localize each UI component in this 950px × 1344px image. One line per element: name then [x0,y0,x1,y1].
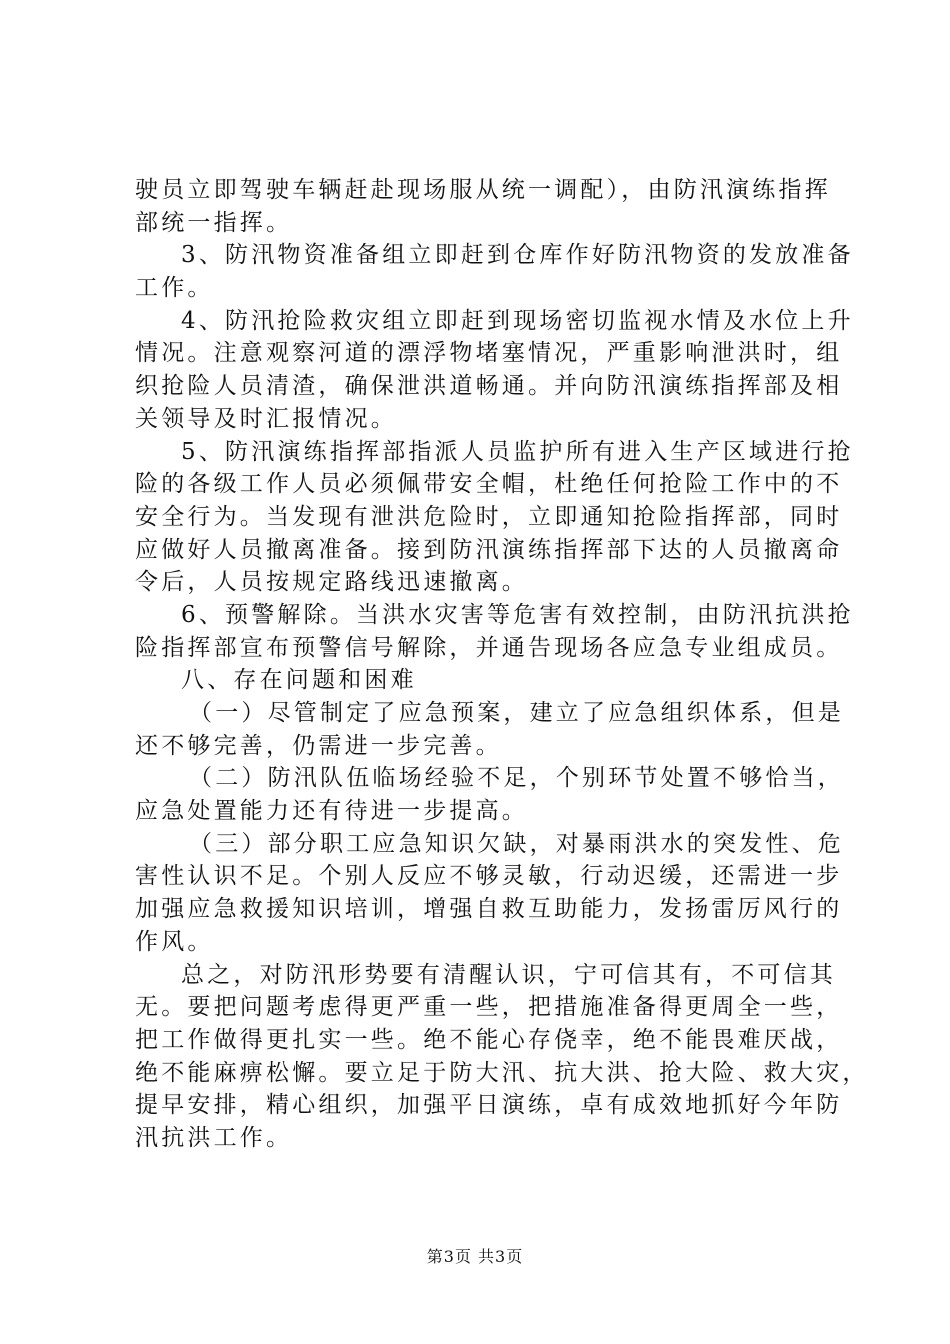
paragraph-start: 6、预警解除。当洪水灾害等危害有效控制，由防汛抗洪抢 [181,601,854,628]
section-heading: 八、存在问题和困难 [181,667,417,694]
text-line: 险的各级工作人员必须佩带安全帽，杜绝任何抢险工作中的不 [135,471,843,498]
text-line: 无。要把问题考虑得更严重一些，把措施准备得更周全一些， [135,994,843,1021]
text-line: 织抢险人员清渣，确保泄洪道畅通。并向防汛演练指挥部及相 [135,373,843,400]
text-line: 把工作做得更扎实一些。绝不能心存侥幸，绝不能畏难厌战， [135,1026,843,1053]
text-line: 安全行为。当发现有泄洪危险时，立即通知抢险指挥部，同时 [135,503,843,530]
text-line: 驶员立即驾驶车辆赶赴现场服从统一调配），由防汛演练指挥 [135,177,831,203]
text-line: 令后，人员按规定路线迅速撤离。 [135,569,528,596]
paragraph-start: 总之，对防汛形势要有清醒认识，宁可信其有，不可信其 [181,961,836,988]
text-line: 作风。 [135,928,214,955]
paragraph-start: 3、防汛物资准备组立即赶到仓库作好防汛物资的发放准备 [181,242,854,269]
text-line: 工作。 [135,275,214,302]
document-body [135,174,869,1155]
paragraph-start: （二）防汛队伍临场经验不足，个别环节处置不够恰当， [189,765,844,792]
text-line: 害性认识不足。个别人反应不够灵敏，行动迟缓，还需进一步 [135,863,843,890]
paragraph-start: （一）尽管制定了应急预案，建立了应急组织体系，但是 [189,700,844,726]
paragraph-start: 4、防汛抢险救灾组立即赶到现场密切监视水情及水位上升 [181,307,854,334]
text-line: 部统一指挥。 [135,209,293,236]
text-line: 应做好人员撤离准备。接到防汛演练指挥部下达的人员撤离命 [135,536,843,563]
text-line: 情况。注意观察河道的漂浮物堵塞情况，严重影响泄洪时，组 [135,340,843,367]
paragraph-start: （三）部分职工应急知识欠缺，对暴雨洪水的突发性、危 [189,830,844,857]
text-line: 还不够完善，仍需进一步完善。 [135,732,502,759]
page-number-footer: 第3页 共3页 [426,1247,524,1266]
text-line: 汛抗洪工作。 [135,1124,293,1151]
paragraph-start: 5、防汛演练指挥部指派人员监护所有进入生产区域进行抢 [181,438,854,465]
text-line: 应急处置能力还有待进一步提高。 [135,798,528,825]
text-line: 险指挥部宣布预警信号解除，并通告现场各应急专业组成员。 [135,634,843,661]
text-line: 加强应急救援知识培训，增强自救互助能力，发扬雷厉风行的 [135,896,843,923]
text-line: 提早安排，精心组织，加强平日演练，卓有成效地抓好今年防 [135,1092,843,1119]
text-line: 绝不能麻痹松懈。要立足于防大汛、抗大洪、抢大险、救大灾， [135,1059,869,1086]
text-line: 关领导及时汇报情况。 [135,405,397,432]
